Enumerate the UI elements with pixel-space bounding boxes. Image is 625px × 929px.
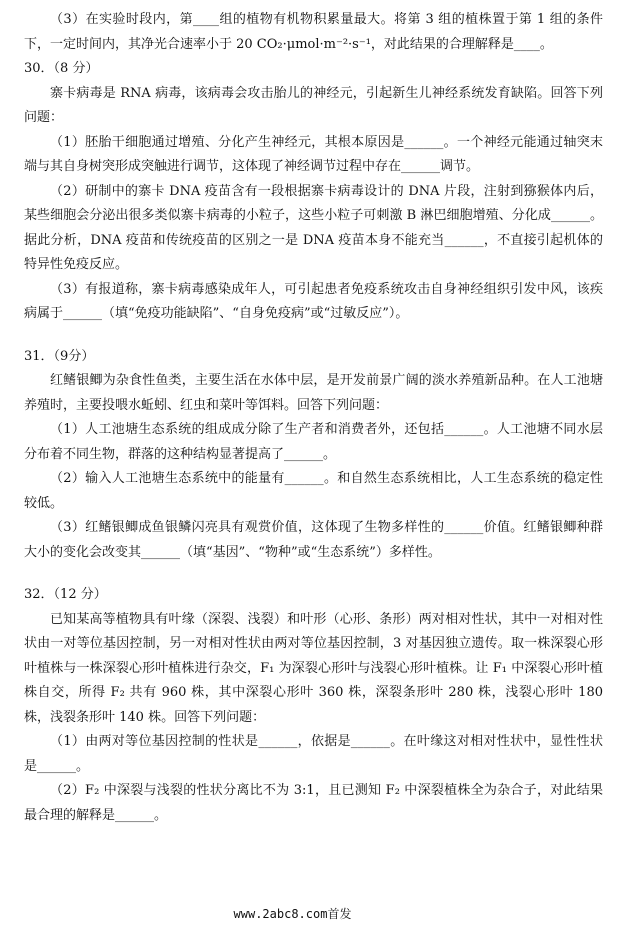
q32-stem: 已知某高等植物具有叶缘（深裂、浅裂）和叶形（心形、条形）两对相对性状，其中一对相对性状由一对等位基因控制，另一对相对性状由两对等位基因控制，3 对基因独立遗传。取一株深裂心形叶植株与一株深裂心形叶植株进行杂交，F₁ 为深裂心形叶与浅裂心形叶植株。让 F₁ 中深裂心形叶植株自交，所得 F₂ 共有 960 株，其中深裂心形叶 360 株，深裂条形叶 280 株，浅裂心形叶 180 株，浅裂条形叶 140 株。回答下列问题： [24, 611, 603, 725]
q30-header: 30．（8 分） [24, 61, 99, 76]
question-31 [24, 345, 603, 566]
q32-header: 32．（12 分） [24, 587, 107, 602]
question-32 [24, 583, 603, 828]
question-30 [24, 57, 603, 327]
q31-part2: （2）输入人工池塘生态系统中的能量有______。和自然生态系统相比，人工生态系统的稳定性较低。 [24, 471, 603, 511]
footer-source: www.2abc8.com首发 [233, 907, 352, 921]
q31-part1: （1）人工池塘生态系统的组成成分除了生产者和消费者外，还包括______。人工池塘不同水层分布着不同生物，群落的这种结构显著提高了______。 [24, 422, 603, 462]
q32-part1: （1）由两对等位基因控制的性状是______，依据是______。在叶缘这对相对性状中，显性性状是______。 [24, 734, 603, 774]
q31-part3: （3）红鳍银鲫成鱼银鳞闪亮具有观赏价值，这体现了生物多样性的______价值。红鳍银鲫种群大小的变化会改变其______（填“基因”、“物种”或“生态系统”）多样性。 [24, 520, 603, 560]
q30-part3: （3）有报道称，寨卡病毒感染成年人，可引起患者免疫系统攻击自身神经组织引发中风，该疾病属于______（填“免疫功能缺陷”、“自身免疫病”或“过敏反应”）。 [24, 281, 603, 321]
q30-stem: 寨卡病毒是 RNA 病毒，该病毒会攻击胎儿的神经元，引起新生儿神经系统发育缺陷。回答下列问题： [24, 85, 603, 125]
q31-header: 31．（9分） [24, 348, 95, 364]
q30-part2: （2）研制中的寨卡 DNA 疫苗含有一段根据寨卡病毒设计的 DNA 片段，注射到猕猴体内后，某些细胞会分泌出很多类似寨卡病毒的小粒子，这些小粒子可刺激 B 淋巴细胞增殖、分化成______。据此分析，DNA 疫苗和传统疫苗的区别之一是 DNA 疫苗本身不能充当______，不直接引起机体的特异性免疫反应。 [24, 183, 603, 272]
q29-part3: （3）在实验时段内，第____组的植物有机物积累量最大。将第 3 组的植株置于第 1 组的条件下，一定时间内，其净光合速率小于 20 CO₂·μmol·m⁻²·s⁻¹，对此结果的合理解释是____。 [24, 12, 603, 52]
q32-part2: （2）F₂ 中深裂与浅裂的性状分离比不为 3:1，且已测知 F₂ 中深裂植株全为杂合子，对此结果最合理的解释是______。 [24, 783, 603, 823]
q31-stem: 红鳍银鲫为杂食性鱼类，主要生活在水体中层，是开发前景广阔的淡水养殖新品种。在人工池塘养殖时，主要投喂水蚯蚓、红虫和菜叶等饵料。回答下列问题： [24, 373, 603, 413]
q30-part1: （1）胚胎干细胞通过增殖、分化产生神经元，其根本原因是______。一个神经元能通过轴突末端与其自身树突形成突触进行调节，这体现了神经调节过程中存在______调节。 [24, 134, 603, 174]
